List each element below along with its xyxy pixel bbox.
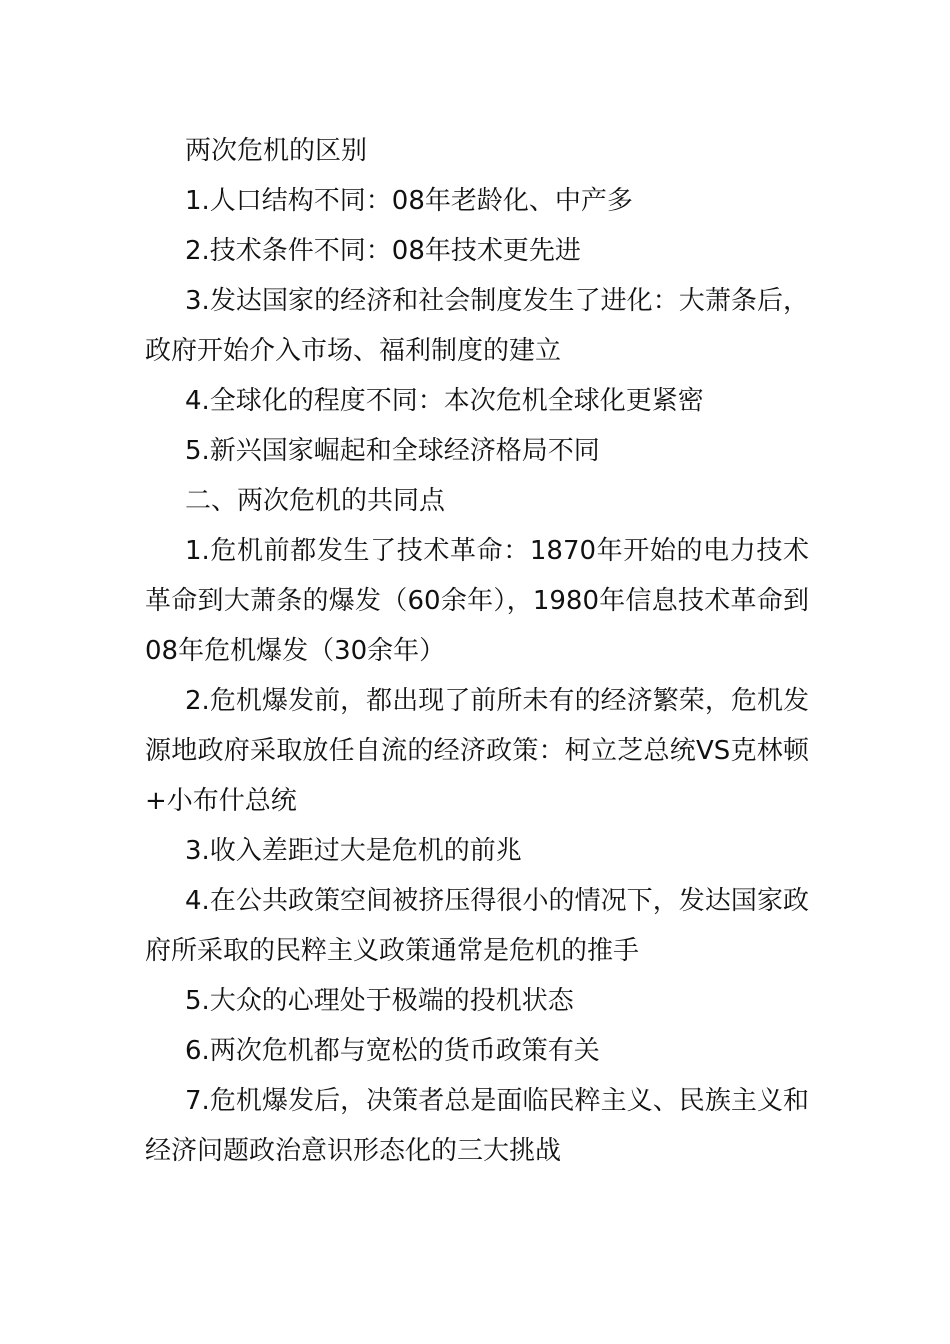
section-heading-common-points: 二、两次危机的共同点 (185, 486, 446, 516)
paragraph-common-7: 7.危机爆发后，决策者总是面临民粹主义、民族主义和经济问题政治意识形态化的三大挑战 (145, 1086, 809, 1166)
section-heading-differences: 两次危机的区别 (185, 136, 368, 166)
paragraph-common-5: 5.大众的心理处于极端的投机状态 (185, 986, 574, 1016)
paragraph-difference-4: 4.全球化的程度不同：本次危机全球化更紧密 (185, 386, 704, 416)
paragraph-common-3: 3.收入差距过大是危机的前兆 (185, 836, 522, 866)
paragraph-difference-3: 3.发达国家的经济和社会制度发生了进化：大萧条后，政府开始介入市场、福利制度的建立 (145, 286, 809, 366)
paragraph-common-2: 2.危机爆发前，都出现了前所未有的经济繁荣，危机发源地政府采取放任自流的经济政策：柯立芝总统VS克林顿+小布什总统 (145, 686, 809, 816)
paragraph-difference-1: 1.人口结构不同：08年老龄化、中产多 (185, 186, 633, 216)
paragraph-difference-5: 5.新兴国家崛起和全球经济格局不同 (185, 436, 600, 466)
paragraph-common-6: 6.两次危机都与宽松的货币政策有关 (185, 1036, 600, 1066)
paragraph-difference-2: 2.技术条件不同：08年技术更先进 (185, 236, 581, 266)
paragraph-common-1: 1.危机前都发生了技术革命：1870年开始的电力技术革命到大萧条的爆发（60余年），1980年信息技术革命到08年危机爆发（30余年） (145, 536, 809, 666)
paragraph-common-4: 4.在公共政策空间被挤压得很小的情况下，发达国家政府所采取的民粹主义政策通常是危机的推手 (145, 886, 809, 966)
document-page (145, 126, 809, 1176)
